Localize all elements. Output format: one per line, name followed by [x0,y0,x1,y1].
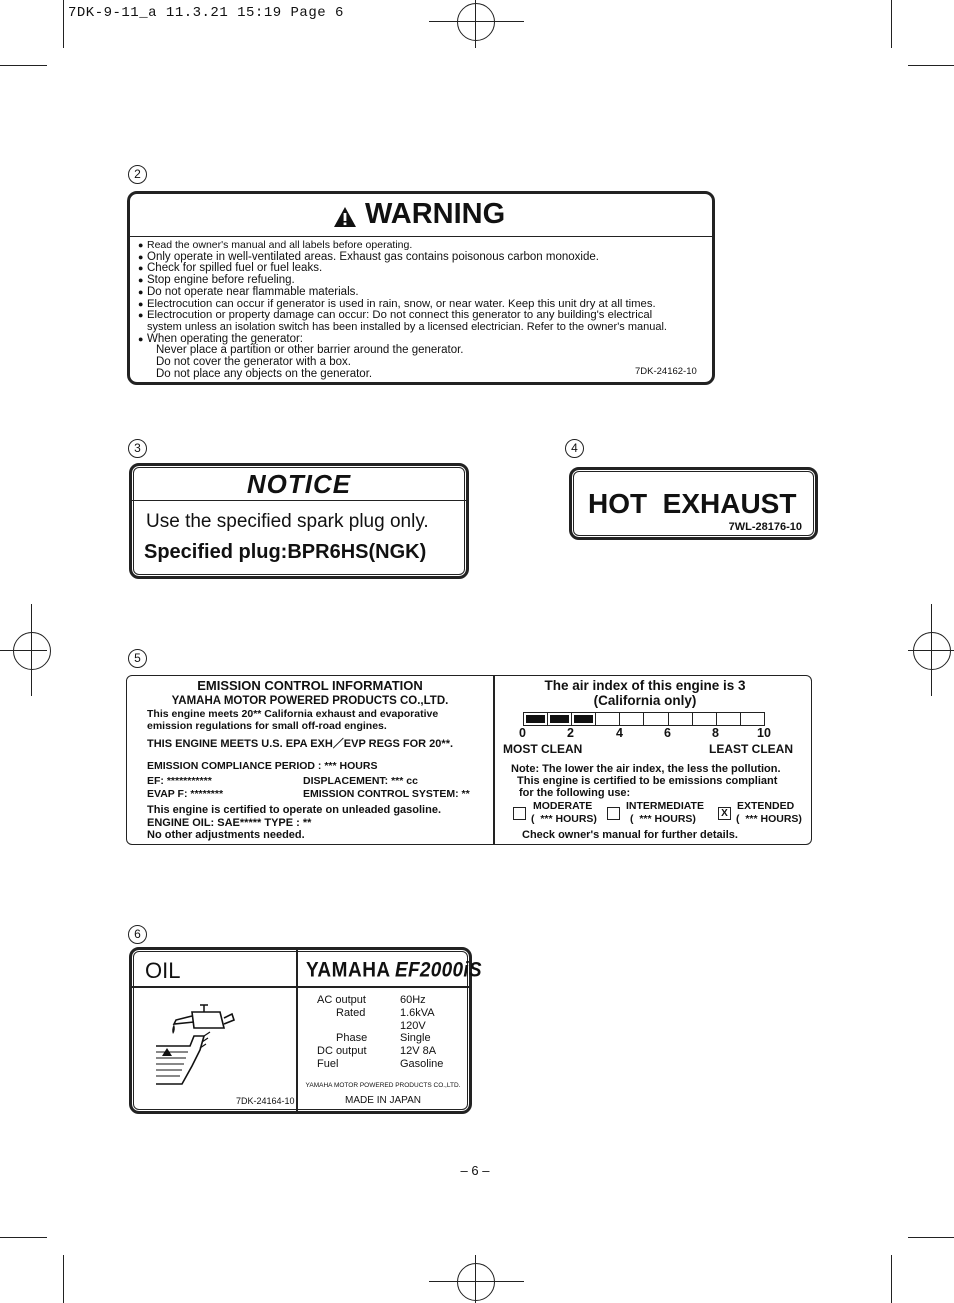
registration-line [475,1255,476,1303]
air-index-cell [693,713,717,725]
air-index-cell [596,713,620,725]
extended-checkbox: X [718,807,731,820]
emission-right-panel [494,676,811,844]
warning-bullet: ● Electrocution or property damage can occur: Do not connect this generator to any building's electrical [138,310,667,322]
scale-tick-6: 6 [664,726,671,740]
warning-bullet: ● Only operate in well-ventilated areas. Exhaust gas contains poisonous carbon monoxide. [138,252,667,264]
notice-label [129,463,469,579]
emission-left-panel [127,676,493,844]
warning-title: WARNING [365,198,506,230]
notice-title: NOTICE [246,469,352,499]
spec-key: Fuel [317,1057,339,1070]
air-index-note: This engine is certified to be emissions compliant [517,775,778,787]
emission-displacement: DISPLACEMENT: *** cc [303,775,418,787]
intermediate-checkbox [607,807,620,820]
spec-key: Phase [336,1032,368,1045]
spec-key: AC output [317,994,366,1006]
registration-line [475,0,476,48]
crop-mark [891,0,892,48]
air-index-cell [524,713,548,725]
spec-value: Gasoline [400,1057,444,1070]
moderate-label: MODERATE [533,800,593,812]
crop-mark [63,1255,64,1303]
warning-sub-item: Do not cover the generator with a box. [156,356,351,369]
hot-exhaust-label [569,467,818,540]
crop-mark [0,1237,47,1238]
air-index-cell [572,713,596,725]
scale-tick-10: 10 [757,726,771,740]
check-manual-note: Check owner's manual for further details. [522,829,738,841]
label-number-2: 2 [128,165,147,184]
label-number-3: 3 [128,439,147,458]
spec-value: 60Hz [400,994,426,1006]
registration-line [429,21,524,22]
registration-line [429,1281,524,1282]
scale-tick-0: 0 [519,726,526,740]
notice-header [132,466,466,501]
warning-part-code: 7DK-24162-10 [635,366,697,377]
spec-value: 120V [400,1019,426,1032]
air-index-note: for the following use: [519,787,631,799]
yamaha-brand: YAMAHA [306,958,391,982]
crop-mark [63,0,64,48]
spec-value: 1.6kVA [400,1006,435,1019]
warning-bullet: ● Stop engine before refueling. [138,275,667,287]
intermediate-label: INTERMEDIATE [626,800,704,812]
emission-label [126,675,812,845]
least-clean: LEAST CLEAN [709,742,793,756]
hot-exhaust-title: HOT EXHAUST [588,488,797,519]
warning-bullet: ● When operating the generator: [138,334,667,346]
warning-sub-item: Do not place any objects on the generator. [156,367,373,380]
emission-text: emission regulations for small off-road engines. [147,720,387,732]
air-index-subtitle: (California only) [593,693,697,708]
emission-control-system: EMISSION CONTROL SYSTEM: ** [303,788,470,800]
label-number-5: 5 [128,649,147,668]
emission-text: This engine is certified to operate on unleaded gasoline. [147,804,441,816]
oil-part-code: 7DK-24164-10 [236,1096,295,1106]
warning-label [127,191,715,385]
registration-line [0,650,47,651]
emission-text: This engine meets 20** California exhaust and evaporative [147,708,439,720]
emission-period: EMISSION COMPLIANCE PERIOD : *** HOURS [147,760,378,772]
registration-line [931,604,932,696]
made-in-japan: MADE IN JAPAN [345,1095,421,1106]
registration-line [31,604,32,696]
model-name: EF2000iS [395,958,482,982]
air-index-cell [741,713,764,725]
extended-label: EXTENDED [737,800,795,812]
warning-bullet-continued: system unless an isolation switch has been installed by a licensed electrician. Refer to the owner's manual. [147,320,667,333]
emission-engine-oil: ENGINE OIL: SAE***** TYPE : ** [147,817,312,829]
scale-tick-8: 8 [712,726,719,740]
intermediate-hours: ( *** HOURS) [630,813,696,825]
spec-key: Rated [336,1006,366,1019]
scale-tick-4: 4 [616,726,623,740]
emission-company: YAMAHA MOTOR POWERED PRODUCTS CO.,LTD. [171,695,449,707]
spec-value: Single [400,1032,431,1045]
air-index-cell [717,713,741,725]
air-index-cell [548,713,572,725]
emission-ef: EF: *********** [147,775,212,787]
registration-mark [457,3,495,41]
air-index-cell [644,713,668,725]
warning-body [138,240,667,380]
label-number-4: 4 [565,439,584,458]
warning-bullet: ● Read the owner's manual and all labels before operating. [138,240,667,252]
air-index-cell [669,713,693,725]
warning-bullet: ● Do not operate near flammable materials. [138,287,667,299]
label-number-6: 6 [128,925,147,944]
crop-mark [0,65,47,66]
registration-mark [457,1263,495,1301]
emission-title: EMISSION CONTROL INFORMATION [197,678,423,693]
spec-key: DC output [317,1045,367,1058]
page-number: – 6 – [460,1163,490,1178]
oil-company: YAMAHA MOTOR POWERED PRODUCTS CO.,LTD. [305,1082,461,1089]
warning-bullet: ● Check for spilled fuel or fuel leaks. [138,263,667,275]
crop-mark [908,65,954,66]
most-clean: MOST CLEAN [503,742,583,756]
air-index-note: Note: The lower the air index, the less the pollution. [511,763,781,775]
oil-title: OIL [145,958,181,983]
oil-spec-label [129,947,482,1114]
emission-evap: EVAP F: ******** [147,788,224,800]
warning-sub-item: Never place a partition or other barrier around the generator. [156,344,464,357]
extended-hours: ( *** HOURS) [736,813,802,825]
notice-line-2: Specified plug:BPR6HS(NGK) [144,541,427,563]
air-index-scale [523,712,765,726]
page-slug: 7DK-9-11_a 11.3.21 15:19 Page 6 [68,5,344,21]
registration-mark [13,632,51,670]
crop-mark [908,1237,954,1238]
spec-key [317,1020,400,1033]
notice-line-1: Use the specified spark plug only. [146,511,429,532]
registration-mark [913,632,951,670]
air-index-title: The air index of this engine is 3 [544,678,746,693]
moderate-checkbox [513,807,526,820]
oil-can-icon [152,1000,242,1092]
warning-triangle-icon [333,206,357,228]
emission-text: No other adjustments needed. [147,829,305,841]
moderate-hours: ( *** HOURS) [531,813,597,825]
spec-value: 12V 8A [400,1045,437,1058]
scale-tick-2: 2 [567,726,574,740]
emission-text: THIS ENGINE MEETS U.S. EPA EXH／EVP REGS FOR 20**. [147,738,454,750]
spec-table [317,994,443,1071]
warning-header [130,194,712,237]
oil-header-divider [132,986,469,988]
crop-mark [891,1255,892,1303]
hot-exhaust-code: 7WL-28176-10 [728,521,802,533]
warning-bullet: ● Electrocution can occur if generator is used in rain, snow, or near water. Keep this unit dry at all times. [138,299,667,311]
air-index-cell [620,713,644,725]
